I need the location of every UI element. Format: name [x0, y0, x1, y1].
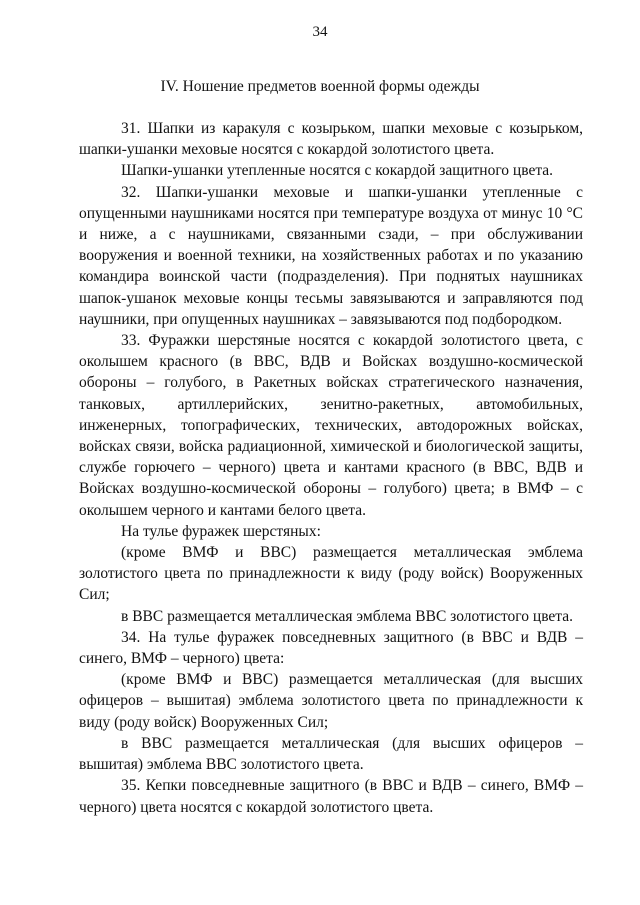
paragraph-34: 34. На тулье фуражек повседневных защитного (в ВВС и ВДВ – синего, ВМФ – черного) цвета:: [79, 628, 583, 668]
paragraph-34-general: (кроме ВМФ и ВВС) размещается металлическая (для высших офицеров – вышитая) эмблема золотистого цвета по принадлежности к виду (роду войск) Вооруженных Сил;: [79, 671, 583, 731]
paragraph-32: 32. Шапки-ушанки меховые и шапки-ушанки утепленные с опущенными наушниками носятся при температуре воздуха от минус 10 °С и ниже, а с наушниками, связанными сзади, – при обслуживании вооружения и военной техники, на хозяйственных работах и по указанию командира воинской части (подразделения). При поднятых наушниках шапок-ушанок меховые концы тесьмы завязываются и заправляются под наушники, при опущенных наушниках – завязываются под подбородком.: [79, 183, 583, 328]
body-text: [79, 118, 583, 818]
paragraph-31: 31. Шапки из каракуля с козырьком, шапки меховые с козырьком, шапки-ушанки меховые носятся с кокардой золотистого цвета.: [79, 120, 583, 159]
page-number: 34: [312, 24, 328, 40]
paragraph-33-tulle-intro: На тулье фуражек шерстяных:: [121, 522, 321, 540]
paragraph-33: 33. Фуражки шерстяные носятся с кокардой золотистого цвета, с околышем красного (в ВВС, ВДВ и Войсках воздушно-космической обороны – голубого, в Ракетных войсках стратегического назначения, танковых, артиллерийских, зенитно-ракетных, автомобильных, инженерных, топографических, технических, автодорожных войсках, войсках связи, войска радиационной, химической и биологической защиты, службе горючего – черного) цвета и кантами красного (в ВВС, ВДВ и Войсках воздушно-космической обороны – голубого) цвета; в ВМФ – с околышем черного и кантами белого цвета.: [79, 332, 583, 519]
section-title: IV. Ношение предметов военной формы одежды: [160, 78, 480, 95]
paragraph-33-tulle-vvs: в ВВС размещается металлическая эмблема ВВС золотистого цвета.: [121, 607, 574, 625]
paragraph-34-vvs: в ВВС размещается металлическая (для высших офицеров – вышитая) эмблема ВВС золотистого цвета.: [79, 734, 583, 774]
paragraph-35: 35. Кепки повседневные защитного (в ВВС и ВДВ – синего, ВМФ – черного) цвета носятся с кокардой золотистого цвета.: [79, 777, 583, 816]
paragraph-33-tulle-general: (кроме ВМФ и ВВС) размещается металлическая эмблема золотистого цвета по принадлежности к виду (роду войск) Вооруженных Сил;: [79, 544, 583, 604]
paragraph-31-cont: Шапки-ушанки утепленные носятся с кокардой защитного цвета.: [121, 162, 554, 180]
